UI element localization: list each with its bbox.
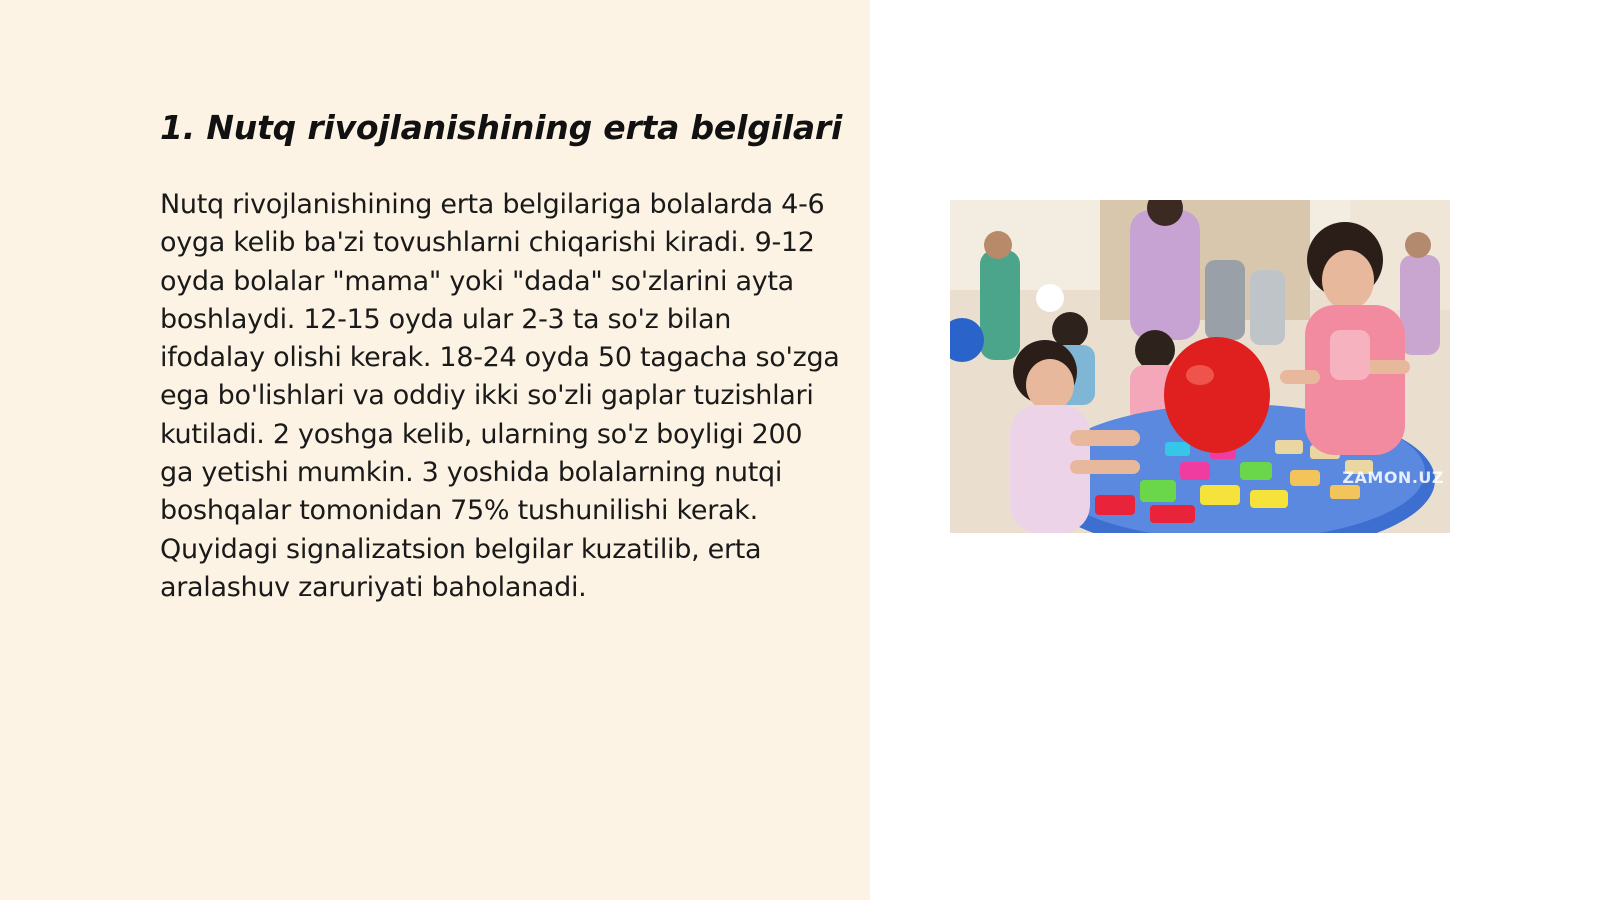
photo-watermark: ZAMON.UZ [1342,468,1444,487]
slide-title: 1. Nutq rivojlanishining erta belgilari [160,108,843,147]
slide-body-text: Nutq rivojlanishining erta belgilariga bolalarda 4-6 oyga kelib ba'zi tovushlarni chiqarishi kiradi. 9-12 oyda bolalar "mama" yoki "dada" so'zlarini ayta boshlaydi. 12-15 oyda ular 2-3 ta so'z bilan ifodalay olishi kerak. 18-24 oyda 50 tagacha so'zga ega bo'lishlari va oddiy ikki so'zli gaplar tuzishlari kutiladi. 2 yoshga kelib, ularning so'z boyligi 200 ga yetishi mumkin. 3 yoshida bolalarning nutqi boshqalar tomonidan 75% tushunilishi kerak. Quyidagi signalizatsion belgilar kuzatilib, erta aralashuv zaruriyati baholanadi. [160,189,840,603]
classroom-photo [950,200,1450,533]
